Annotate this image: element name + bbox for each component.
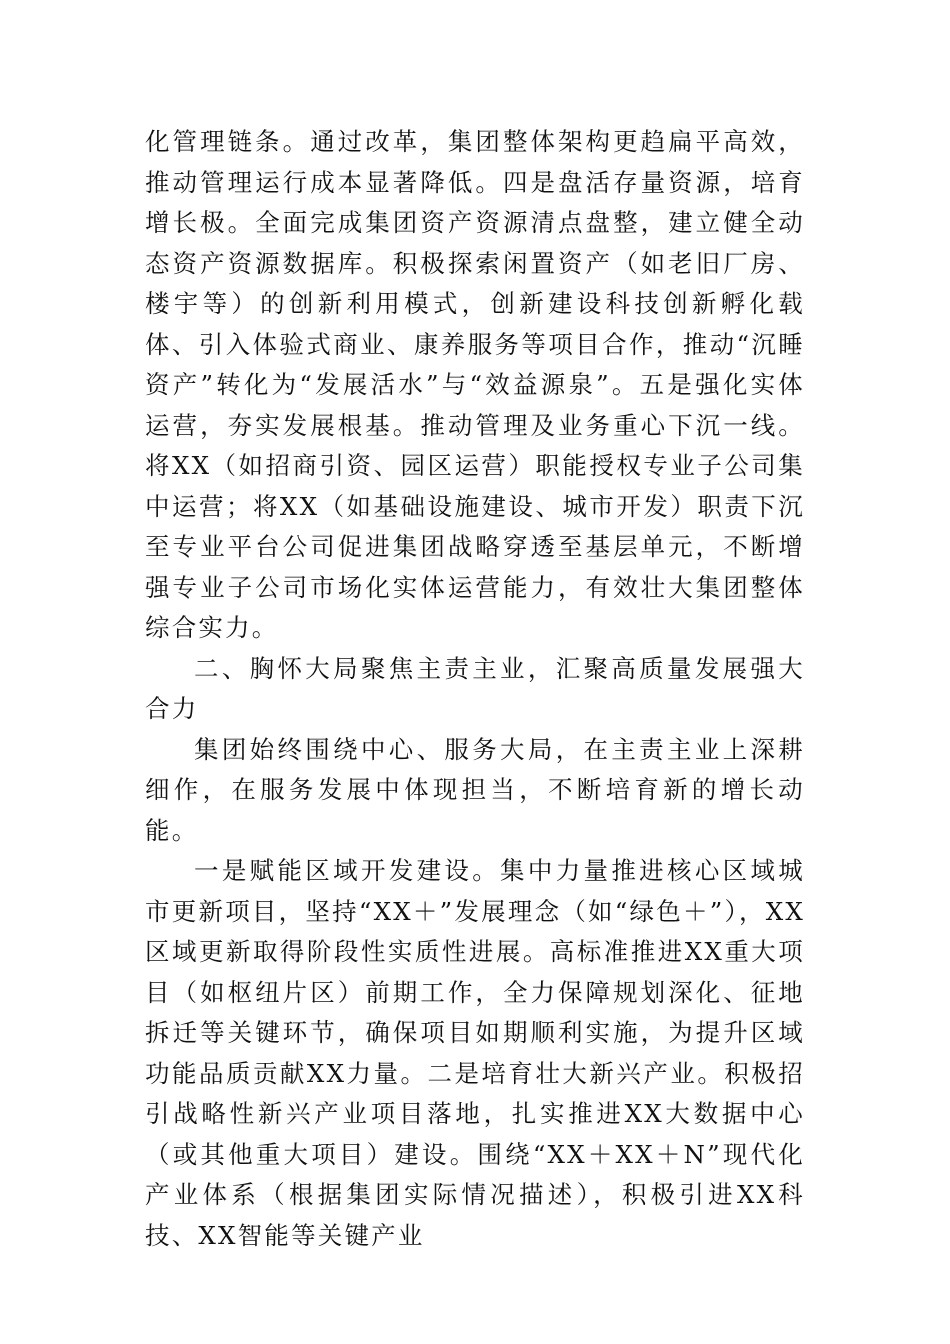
paragraph-body: 一是赋能区域开发建设。集中力量推进核心区域城市更新项目，坚持“XX＋”发展理念（如“绿色＋”），XX区域更新取得阶段性实质性进展。高标准推进XX重大项目（如枢纽片区）前期工作，全力保障规划深化、征地拆迁等关键环节，确保项目如期顺利实施，为提升区域功能品质贡献XX力量。二是培育壮大新兴产业。积极招引战略性新兴产业项目落地，扎实推进XX大数据中心（或其他重大项目）建设。围绕“XX＋XX＋N”现代化产业体系（根据集团实际情况描述），积极引进XX科技、XX智能等关键产业 xyxy=(145,856,805,1250)
section-heading: 二、胸怀大局聚焦主责主业，汇聚高质量发展强大合力 xyxy=(145,653,805,723)
document-body xyxy=(145,122,805,1256)
paragraph-continuation: 化管理链条。通过改革，集团整体架构更趋扁平高效，推动管理运行成本显著降低。四是盘活存量资源，培育增长极。全面完成集团资产资源清点盘整，建立健全动态资产资源数据库。积极探索闲置资产（如老旧厂房、楼宇等）的创新利用模式，创新建设科技创新孵化载体、引入体验式商业、康养服务等项目合作，推动“沉睡资产”转化为“发展活水”与“效益源泉”。五是强化实体运营，夯实发展根基。推动管理及业务重心下沉一线。将XX（如招商引资、园区运营）职能授权专业子公司集中运营；将XX（如基础设施建设、城市开发）职责下沉至专业平台公司促进集团战略穿透至基层单元，不断增强专业子公司市场化实体运营能力，有效壮大集团整体综合实力。 xyxy=(145,127,805,642)
paragraph-intro: 集团始终围绕中心、服务大局，在主责主业上深耕细作，在服务发展中体现担当，不断培育新的增长动能。 xyxy=(145,734,805,845)
